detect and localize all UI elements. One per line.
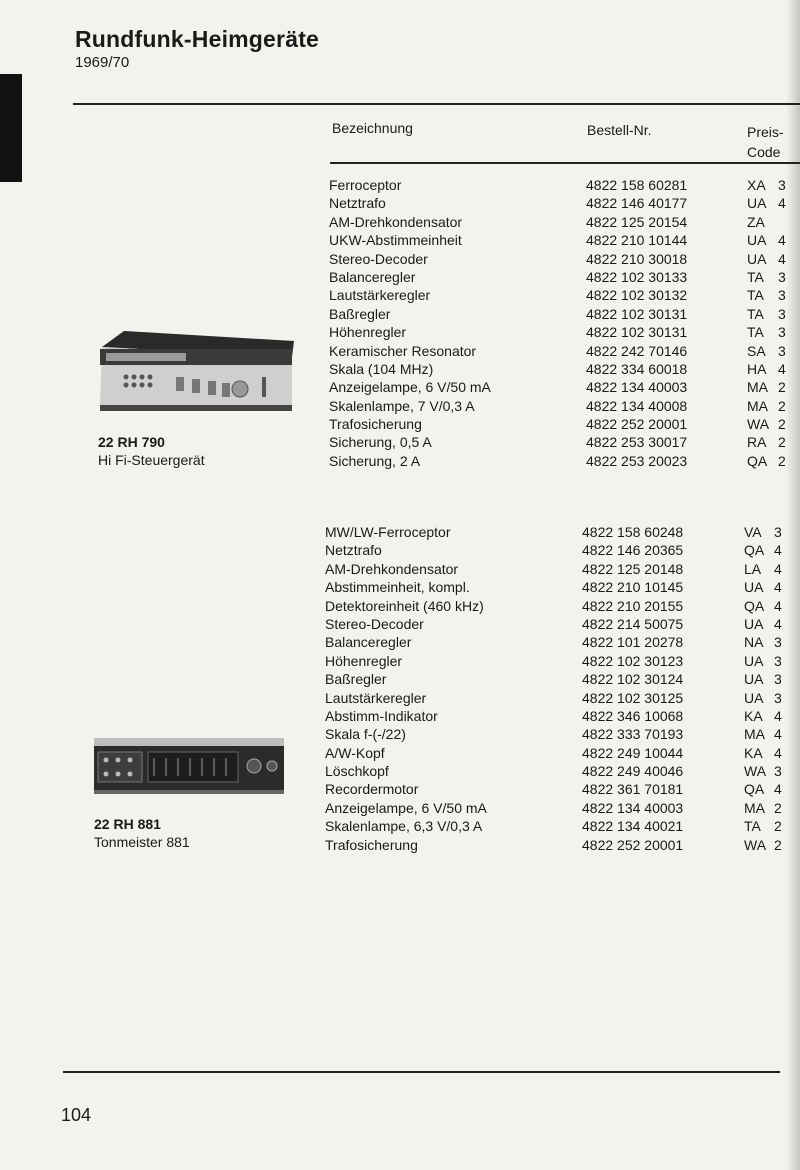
cassette-receiver-image bbox=[94, 738, 286, 799]
device-description: Tonmeister 881 bbox=[94, 834, 190, 850]
header-rule bbox=[330, 162, 800, 164]
price-header-line1: Preis- bbox=[747, 124, 784, 140]
page-title: Rundfunk-Heimgeräte bbox=[75, 26, 320, 52]
device-model: 22 RH 790 bbox=[98, 434, 165, 450]
page-number: 104 bbox=[61, 1105, 92, 1125]
device-description: Hi Fi-Steuergerät bbox=[98, 452, 205, 468]
column-header-name: Bezeichnung bbox=[332, 120, 413, 136]
column-header-price bbox=[747, 122, 800, 162]
column-header-order: Bestell-Nr. bbox=[587, 122, 652, 138]
section-tab-marker bbox=[0, 74, 22, 182]
device-label-receiver bbox=[98, 433, 205, 469]
bottom-rule bbox=[63, 1071, 780, 1073]
top-rule bbox=[73, 103, 800, 105]
page-edge-shadow bbox=[786, 0, 800, 1170]
receiver-image bbox=[96, 327, 294, 416]
device-label-cassette-receiver bbox=[94, 815, 190, 851]
price-header-line2: Code bbox=[747, 144, 781, 160]
device-model: 22 RH 881 bbox=[94, 816, 161, 832]
page-subtitle: 1969/70 bbox=[75, 54, 130, 71]
